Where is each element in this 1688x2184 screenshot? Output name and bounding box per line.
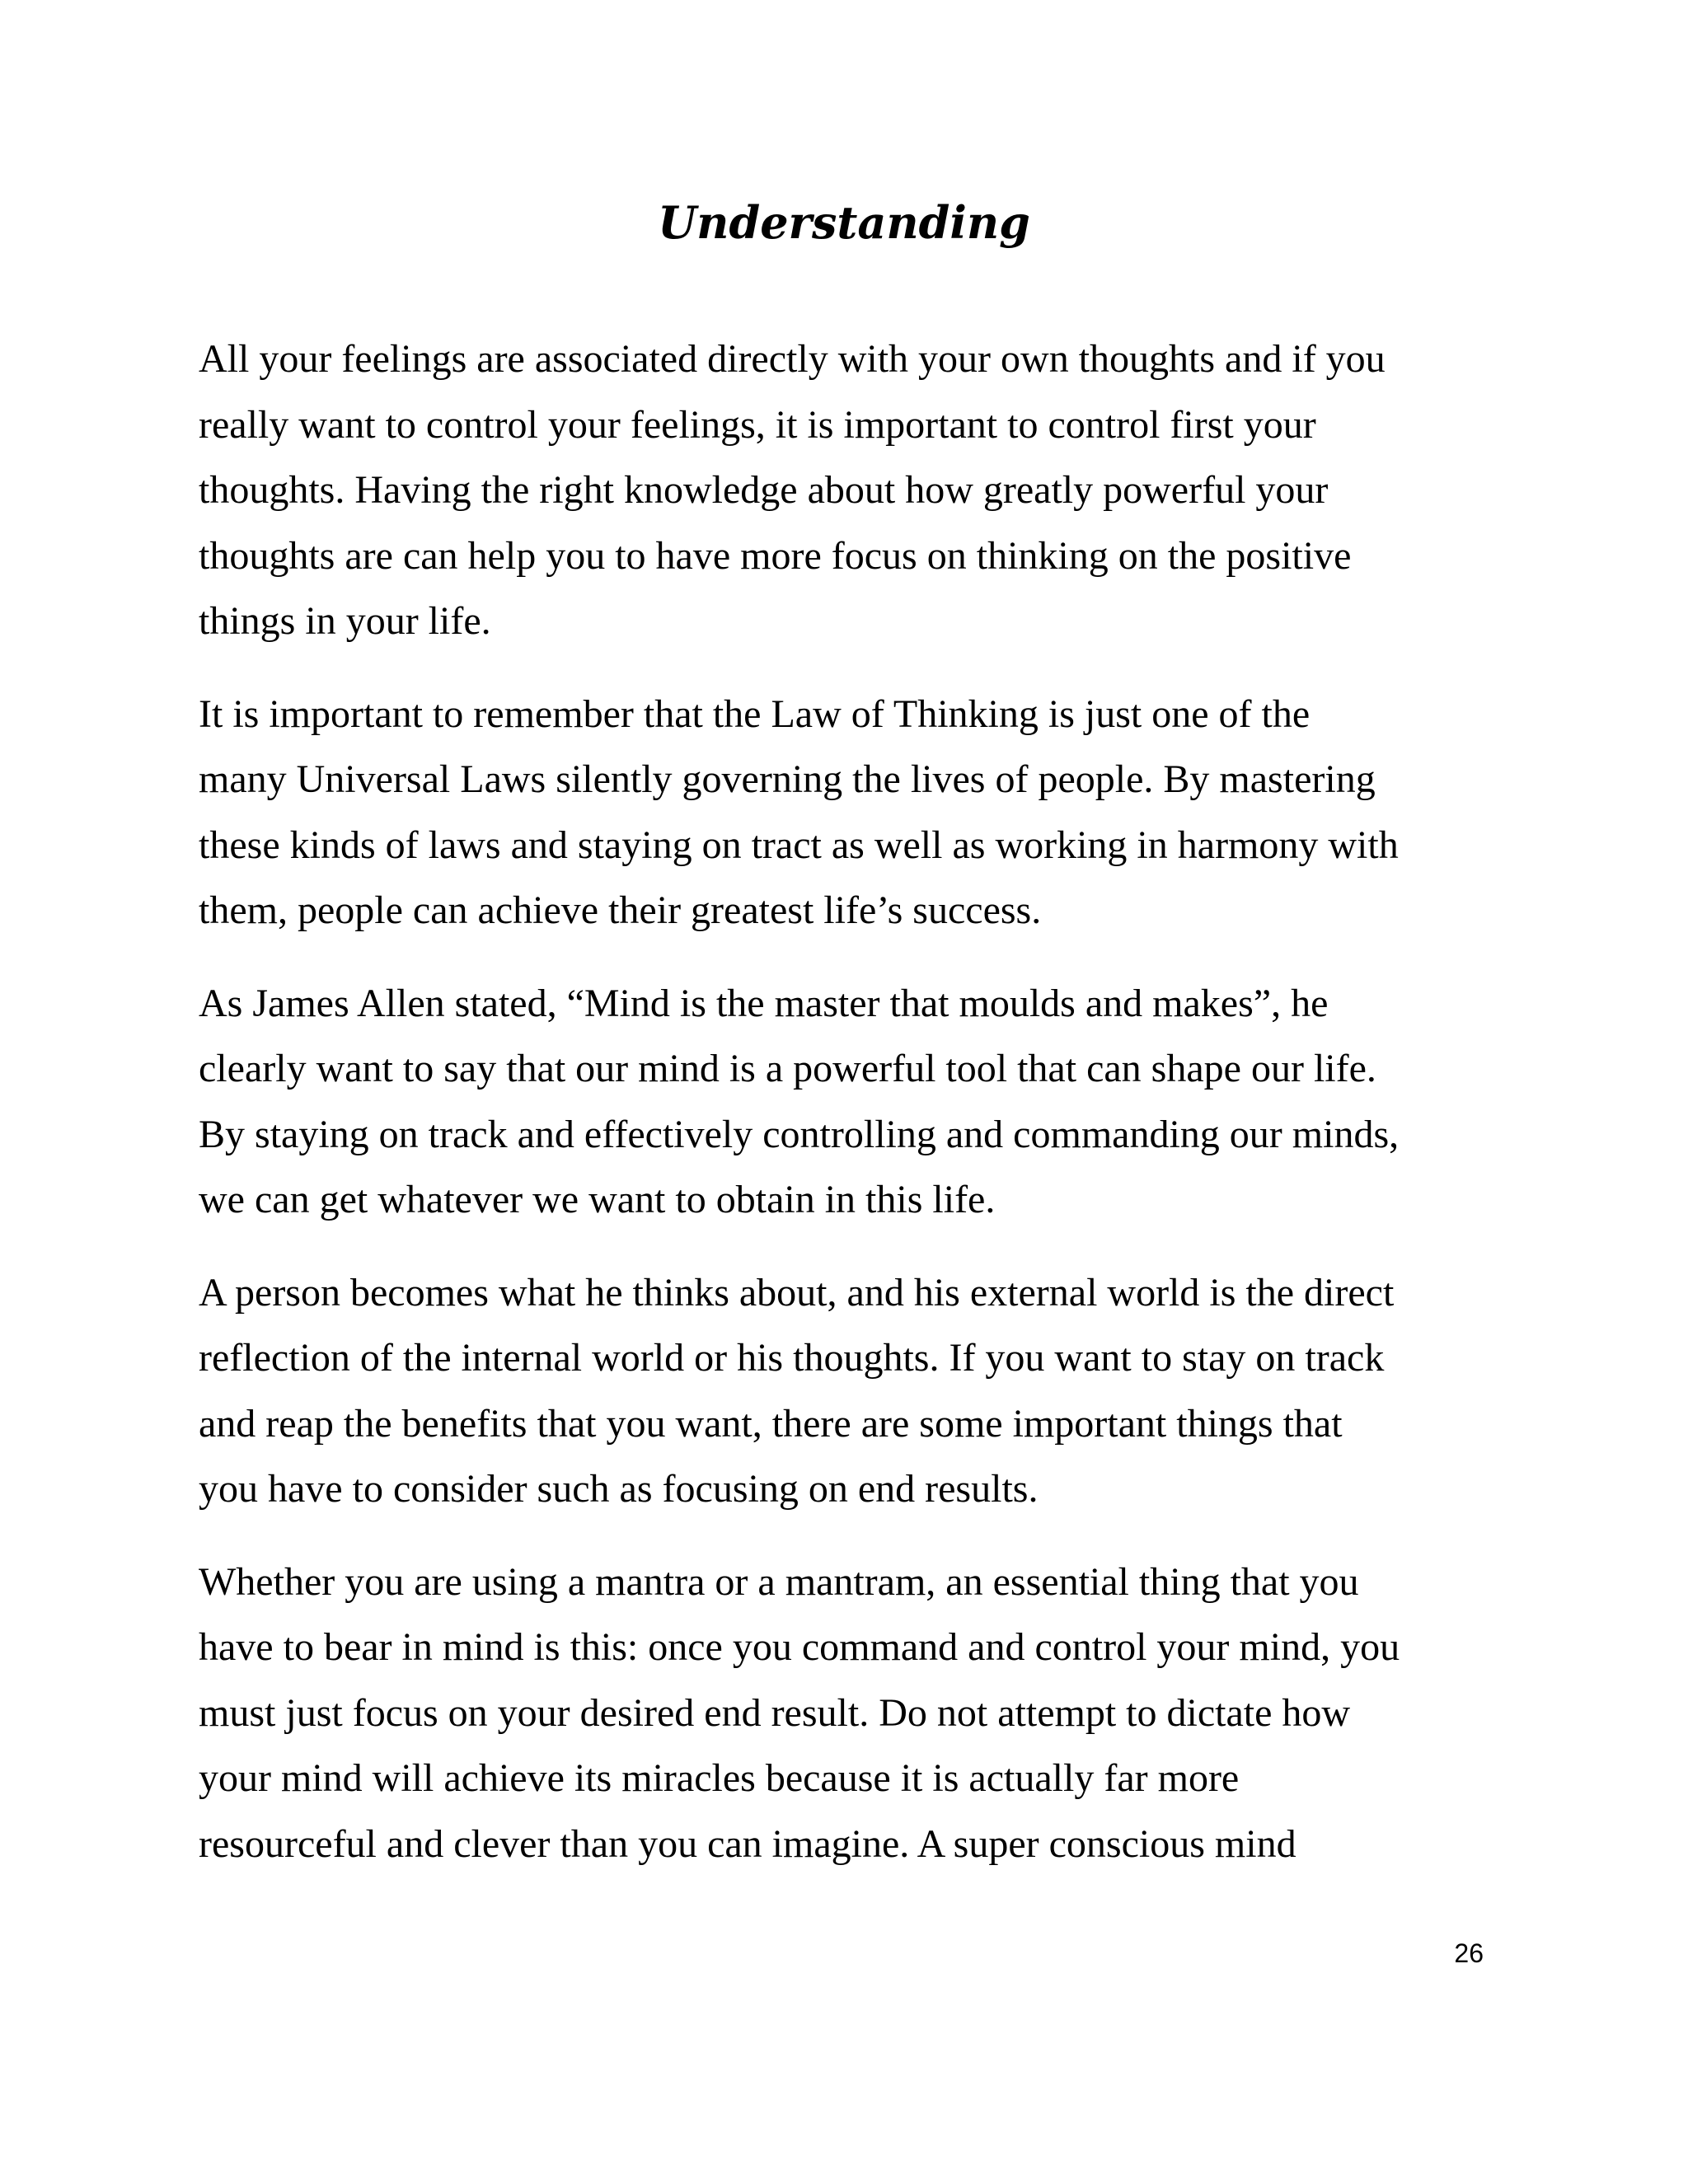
text-line: your mind will achieve its miracles because it is actually far more [199,1756,1240,1800]
text-line: clearly want to say that our mind is a powerful tool that can shape our life. [199,1047,1376,1090]
paragraph-3 [199,971,1501,1233]
text-line: things in your life. [199,599,491,643]
text-line: really want to control your feelings, it is important to control first your [199,402,1316,447]
paragraph-1 [199,326,1501,654]
paragraph-2 [199,682,1501,944]
text-line: All your feelings are associated directly with your own thoughts and if you [199,337,1386,381]
text-line: we can get whatever we want to obtain in this life. [199,1178,996,1221]
text-line: By staying on track and effectively controlling and commanding our minds, [199,1112,1400,1156]
body-text [199,326,1501,1904]
text-line: Whether you are using a mantra or a mantram, an essential thing that you [199,1559,1359,1604]
text-line: reflection of the internal world or his thoughts. If you want to stay on track [199,1336,1385,1380]
text-line: thoughts. Having the right knowledge about how greatly powerful your [199,468,1329,512]
paragraph-5 [199,1549,1501,1877]
text-line: A person becomes what he thinks about, and his external world is the direct [199,1270,1395,1315]
paragraph-4 [199,1260,1501,1522]
page-number: 26 [1454,1938,1484,1968]
text-line: and reap the benefits that you want, there are some important things that [199,1401,1343,1446]
text-line: resourceful and clever than you can imagine. A super conscious mind [199,1821,1296,1866]
text-line: you have to consider such as focusing on end results. [199,1467,1039,1511]
text-line: them, people can achieve their greatest life’s success. [199,888,1042,932]
text-line: thoughts are can help you to have more focus on thinking on the positive [199,533,1352,578]
page-title: Understanding [658,196,1030,249]
text-line: As James Allen stated, “Mind is the master that moulds and makes”, he [199,981,1329,1025]
text-line: must just focus on your desired end result. Do not attempt to dictate how [199,1690,1351,1735]
text-line: many Universal Laws silently governing the lives of people. By mastering [199,757,1376,801]
text-line: have to bear in mind is this: once you command and control your mind, you [199,1625,1400,1669]
text-line: It is important to remember that the Law of Thinking is just one of the [199,691,1311,736]
text-line: these kinds of laws and staying on tract as well as working in harmony with [199,823,1399,867]
